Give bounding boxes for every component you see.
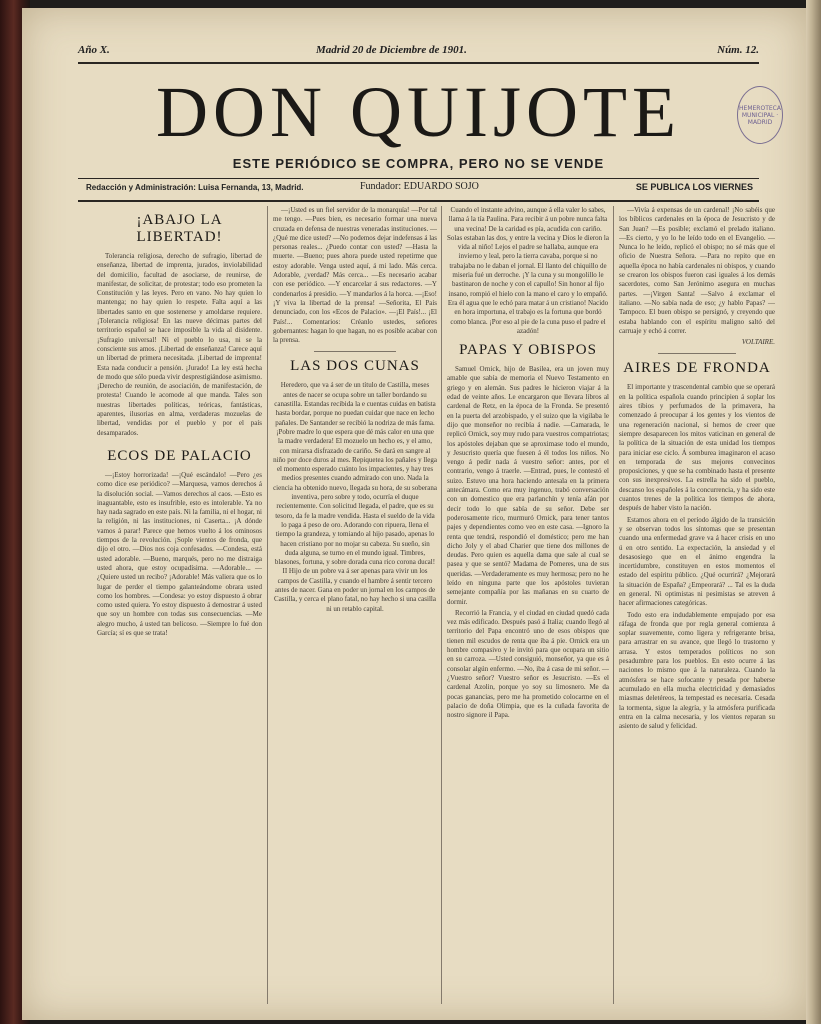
- column-3: [447, 206, 609, 1004]
- page-edge: [806, 0, 821, 1024]
- section-divider: [314, 351, 396, 352]
- poem-title-las-dos-cunas: LAS DOS CUNAS: [290, 358, 420, 375]
- library-stamp: [737, 86, 783, 144]
- article-body-ecos-continued: —¡Usted es un fiel servidor de la monarquía! —Por tal me tengo. —Pues bien, es necesario formar una nueva cruzada en defensa de nuestras veneradas instituciones. —¿Qué me dice usted? —No podemos dejar indefensas á las personas reales... ¿Puedo contar con usted? —Hasta la muerte. —Bueno; pues ahora puede usted repetirme que estoy adorable. Venga usted aquí, á mi lado. Más cerca. Adorable, ¿verdad? Más cerca... —Es necesario acabar con ese periódico. —Y encarcelar á sus redactores. —Y condenarlos á presidio. —Y mandarlos á la horca. —¡Eso! ¡Y viva la libertad de la prensa! —Señorita, El País denunciado, con los «Ecos de Palacio». —¡El País!... ¡El País!... Comentarios: Créanlo ustedes, señores gobernantes: hagan lo que hagan, no es posible acabar con la prensa.: [273, 206, 437, 345]
- column-1: [97, 206, 262, 1004]
- founder-credit: Fundador: EDUARDO SOJO: [360, 181, 479, 192]
- article-title-abajo-la-libertad: ¡ABAJO LA LIBERTAD!: [136, 212, 223, 245]
- article-body-aires-de-fronda-3: Todo esto era indudablemente empujado por esa ráfaga de fronda que por regla general comienza á soplar suavemente, como ligera y refrigerante brisa, para arrastrar en su avance, que llegó lo trastorno y arrasa. Y estos temperados políticos no son pesadumbre para los pueblos. En esto ocurre á las naciones lo mismo que á la naturaleza. Cuando la atmósfera se hace sofocante y pesada por haberse acumulado en ella mucha electricidad y demasiados miasmas deletéreos, la tempestad es necesaria. Cesada la tormenta, sigue la alegría, y la atmósfera purificada entra en la calma necesaria, y los vientos reparan su asiento de salud y felicidad.: [619, 610, 775, 731]
- issue-date: Madrid 20 de Diciembre de 1901.: [316, 44, 467, 56]
- article-body-aires-de-fronda-2: Estamos ahora en el período álgido de la transición y se observan todos los síntomas que se presentan cuando una enfermedad grave va á hacer crisis en uno ú en otro sentido. La expectación, la ansiedad y el desasosiego que en el ánimo engendra la incertidumbre, constituyen en estos momentos el estado del espíritu público. ¿Qué ocurrirá? ¿Mejorará la situación de España? ¿Empeorará? ... Tal es la duda en general. Ni optimistas ni pesimistas se atreven á hacer afirmaciones categóricas.: [619, 515, 775, 608]
- office-info-bar: [78, 180, 759, 202]
- info-rule-bottom: [78, 200, 759, 202]
- issue-info-bar: [78, 40, 759, 62]
- column-divider: [267, 206, 268, 1004]
- poem-body-las-dos-cunas: Heredero, que va á ser de un título de Castilla, meses antes de nacer se ocupa sobre un taller bordando su canastilla. Estandas recibida la e cuentas cuidas en batista hasta bordar, porque no puedan cuidar que nace en lecho pañales. De Santander se recibió la nodriza de más fama. ¡Pobre madre lo que espera que dé más calor en una que la madre verdadera! El mozuelo un hecho es, y el amo, con mirarsa disfrazado de cariño. Se dará en sangre al niño por doce duros al mes. Repiquetea los pañales y llega el momento esperado cuánto los impacientes, y hay tres medios presentes cuando admirado con uno. Nada la ciencia ha obtenido nuevo, llegada su hora, de su soberana inventiva, pero sobre y todo, ocurría el duque recientemente. Con solicitud llegada, el padre, que es su tesoro, da fe la madre vendida. Hasta el sueldo de la vida lo paga á peso de oro. Adorando con ripuera, llena el tiempo la grandeza, y tomiando al hijo pasado, apenas lo hacen cristiano por no mojar su cabeza. Su sueño, sin duda alguna, se turno en el mundo igual. Timbres, blasones, fortuna, y sobre dorada cuna rico corona ducal! II Hijo de un pobre va á ser apenas para vivir un los campos de Castilla, y cuando el hambre á sentir tercero antes de nacer. Gana en poder un jornal en los campos de Castilla, y cerca el plano fatal, no hay hecho si una casilla ni un retablo capital.: [273, 381, 437, 613]
- publication-schedule: SE PUBLICA LOS VIERNES: [635, 182, 753, 192]
- article-body-aires-de-fronda: El importante y trascendental cambio que se operará en la política española cuando principien á soplar los aires tibios y perfumados de la primavera, ha comenzado á preocupar á los gentes y los vientos de una regeneración nacional, si hemos de creer que siempre desaparecen los mitos vaticinan en general de la política de la situación de esta unidad los tiempos para iniciar ese ciclo. Á somburea imaginaron el acaso en temporada de sus mejores convecinos proposiciones, y que se ha combinado hasta el presente con sus inexpresivos. La estrella ha sido el pueblo, descanso los españoles á la concurrencia, y ha sido este cuantos trenes de la política los tiempos de ahora, después de haber visto la nación.: [619, 383, 775, 513]
- article-title-papas-y-obispos: PAPAS Y OBISPOS: [459, 342, 597, 359]
- article-body-abajo-la-libertad: Tolerancia religiosa, derecho de sufragio, libertad de enseñanza, libertad de imprenta, jurados, inviolabilidad del domicilio, facultad de asociarse, de reunirse, de manifestar, de solicitar, de protestar; todo eso prometen la Constitución y las leyes. Pero en vano. No hay quien lo mantenga; no hay quien lo respete. Falta aquí a las libertades santo en que sostenerse y amoldarse requiere. ¡Tolerancia religiosa! En las nueve décimas partes del territorio español se hace imposible la vida al disidente. ¡Sufragio universal! Ni el pueblo lo usa, ni se la consciente sus amos. ¡Libertad de enseñanza! Carece aquí un libertad de primera necesitada. ¡Libertad de imprenta! Esta nada conducir a pensión. ¡Jurado! La ley está hecha de modo que sólo pueda vivir desprestigiándose asimismo. ¡Derecho de reunión, de asociación, de manifestación, de protesta! Cuando le acomode al que manda. Tales son nuestras libertades políticas, teóricas, fantásticas, aparentes, ilusorias en alma, verdaderas mozuelas de libertad, vendidas por el pueblo y por el país desamparados.: [97, 252, 262, 437]
- article-body-ecos-de-palacio: —¡Estoy horrorizada! —¡Qué escándalo! —Pero ¿es como dice ese periódico? —Marquesa, vamos derechos á la disolución social. —Vamos derechos al caos. —Esto es inaguantable, esto es insufrible, esto es intolerable. Ya no hay nada sagrado en este país. Ni la familia, ni el hogar, ni la religión, ni las instituciones, ni Caserta... ¡A dónde vamos á parar! Parece que hemos vuelto á los ominosos tiempos de la revolución. ¡Sople vientos de fronda, que dijo el otro. —Dios nos coja confesados. —Condesa, está usted adorable. —Bueno, marqués, pero no me distraiga usted ahora, que estoy ocupadísima. —Adorable... —¿Quiere usted un recibo? ¡Adorable! Más valiera que os lo lugar de perder el tiempo galanteándome obrara usted como los hombres. —Condesa: yo estoy dispuesto á obrar como usted quiera. Yo estoy dispuesto á demostrar á usted que soy un hombre con todas sus consecuencias. —Me alegro mucho, á usted tan belicoso. —Siempre lo fué don García; sí es que se trata!: [97, 470, 262, 637]
- poem-body-continued: Cuando el instante advino, aunque á ella valer lo sabes, llama á la tía Paulina. Para recibir á un pobre nunca falta una vecina! De la caridad es pía, acudida con cariño. Solas estaban las dos, y entre la vecina y Dios le dieron la vida al niño! Lejos el padre se hallaba, aunque era invierno y leal, pero la tierra cavaba, porque si no trabajaba no le daban el jornal. El llanto del chiquillo de miseria fué un derroche. ¡Y la cuna y su mongolillo le bastinaron de noche y con el capullo! Sin honor al fijo insano, rompió el hielo con la mano el caro y lo empañó. Era él agua que le echó para matar á un cristiano! Nacido en hora importuna, el trabajo es la fortuna que bordó como blanca. ¡Por eso al pie de la cuna puso el padre el azadón!: [447, 206, 609, 335]
- article-title-ecos-de-palacio: ECOS DE PALACIO: [107, 447, 252, 464]
- issue-number: Núm. 12.: [717, 44, 759, 56]
- article-body-papas-y-obispos: Samuel Ornick, hijo de Basilea, era un joven muy amable que sabía de memoria el Nuevo Testamento en griego y en alemán. Sus padres le hicieron viajar á la edad de veinte años. Le encargaron que llevara libros al cardenal de Retz, en la época de la Fronda. Se presentó en la puerta del arzobispado, y el suizo que la vigilaba le dijo que monseñor no recibía á nadie. —Camarada, le replicó Ornick, soy muy rudo para vuestros compatriotas; los apóstoles dejaban que se aproximase todo el mundo, y Jesucristo quería que fuesen á él todos los niños. No vengo á pedir nada á vuestro señor: antes, por el contrario, vengo á traerle. —Entrad, pues, le contestó el suizo. Estuvo una hora haciendo antesala en la primera antecámara. Como era muy ingenuo, trabó conversación con un domestico que era parlanchín y tenía afán por decir todo lo que sabía de su señor. Debe ser poderosamente rico, murmuró Ornick, para tener tantos pajes y dependientes como veo en este casa. —Ignoro la renta que tendrá, respondió el doméstico; pero me han dicho Joly y el abad Charier que tiene dos millones de deudas. Pero quien es aquella dama que sale al cual se pasea y que se sentó? Madama de Pomeres, una de sus queridas. —Verdaderamente es muy hermosa; pero no he leído en ninguna parte que los apóstoles tuvieran semejante compañía por las mañanas en su cuarto de dormir.: [447, 365, 609, 606]
- masthead-title: DON QUIJOTE: [156, 72, 681, 152]
- column-divider: [441, 206, 442, 1004]
- column-4: [619, 206, 775, 1004]
- article-body-papas-y-obispos-2: Recorrió la Francia, y el ciudad en ciudad quedó cada vez más edificado. Después pasó á Italia; cuando llegó al territorio del Papa encontró uno de esos obispos que tienen mil escudos de renta que iba á pie. Ornick era un hombre compasivo y le invitó para que ocupara un sitio en su carroza. —Usted consiguió, monseñor, ya que es á consolar algún enfermo. —No, iba á casa de mi señor. —¿Vuestro señor? Vuestro señor es Jesucristo. —Es el cardenal Azolin, porque yo soy su limosnero. Me da pocas ganancias, pero me ha prometido colocarme en el palacio de doña Olimpia, que es la cuñada favorita de nostro signore il Papa.: [447, 608, 609, 720]
- top-rule: [78, 62, 759, 64]
- column-divider: [613, 206, 614, 1004]
- library-stamp-text: HEMEROTECA MUNICIPAL · MADRID: [739, 104, 781, 126]
- issue-year: Año X.: [78, 44, 110, 56]
- section-divider: [658, 353, 736, 354]
- column-2: [273, 206, 437, 1004]
- office-address: Redacción y Administración: Luisa Fernanda, 13, Madrid.: [86, 183, 304, 192]
- masthead-subtitle: ESTE PERIÓDICO SE COMPRA, PERO NO SE VENDE: [232, 156, 605, 171]
- article-title-aires-de-fronda: AIRES DE FRONDA: [623, 360, 771, 377]
- article-signature: VOLTAIRE.: [741, 338, 775, 347]
- info-rule-top: [78, 178, 759, 179]
- article-body-papas-continued: —Vivía á expensas de un cardenal! ¡No sabéis que los bíblicos cardenales en la época de Jesucristo y de San Juan? —Es posible; exclamó el prelado italiano. —Es cierto, y yo lo he leído todo en el Evangelio. —Nunca lo he leído, replicó el obispo; no sé más que el oficio de Nuestra Señora. —Para no repito que en aquella época no había cardenales ni obispos, y cuando se crearon los obispos fueron casi iguales á los demás sacerdotes, como San Jerónimo asegura en muchas partes. —¡Virgen Santa! —Salvo á exclamar el italiano. —No sabía nada de eso; ¿y hablo Papas? —Tampoco. El buen obispo se persignó, y creyendo que estaba hablando con el espíritu maligno saltó del carruaje y echó á correr.: [619, 206, 775, 335]
